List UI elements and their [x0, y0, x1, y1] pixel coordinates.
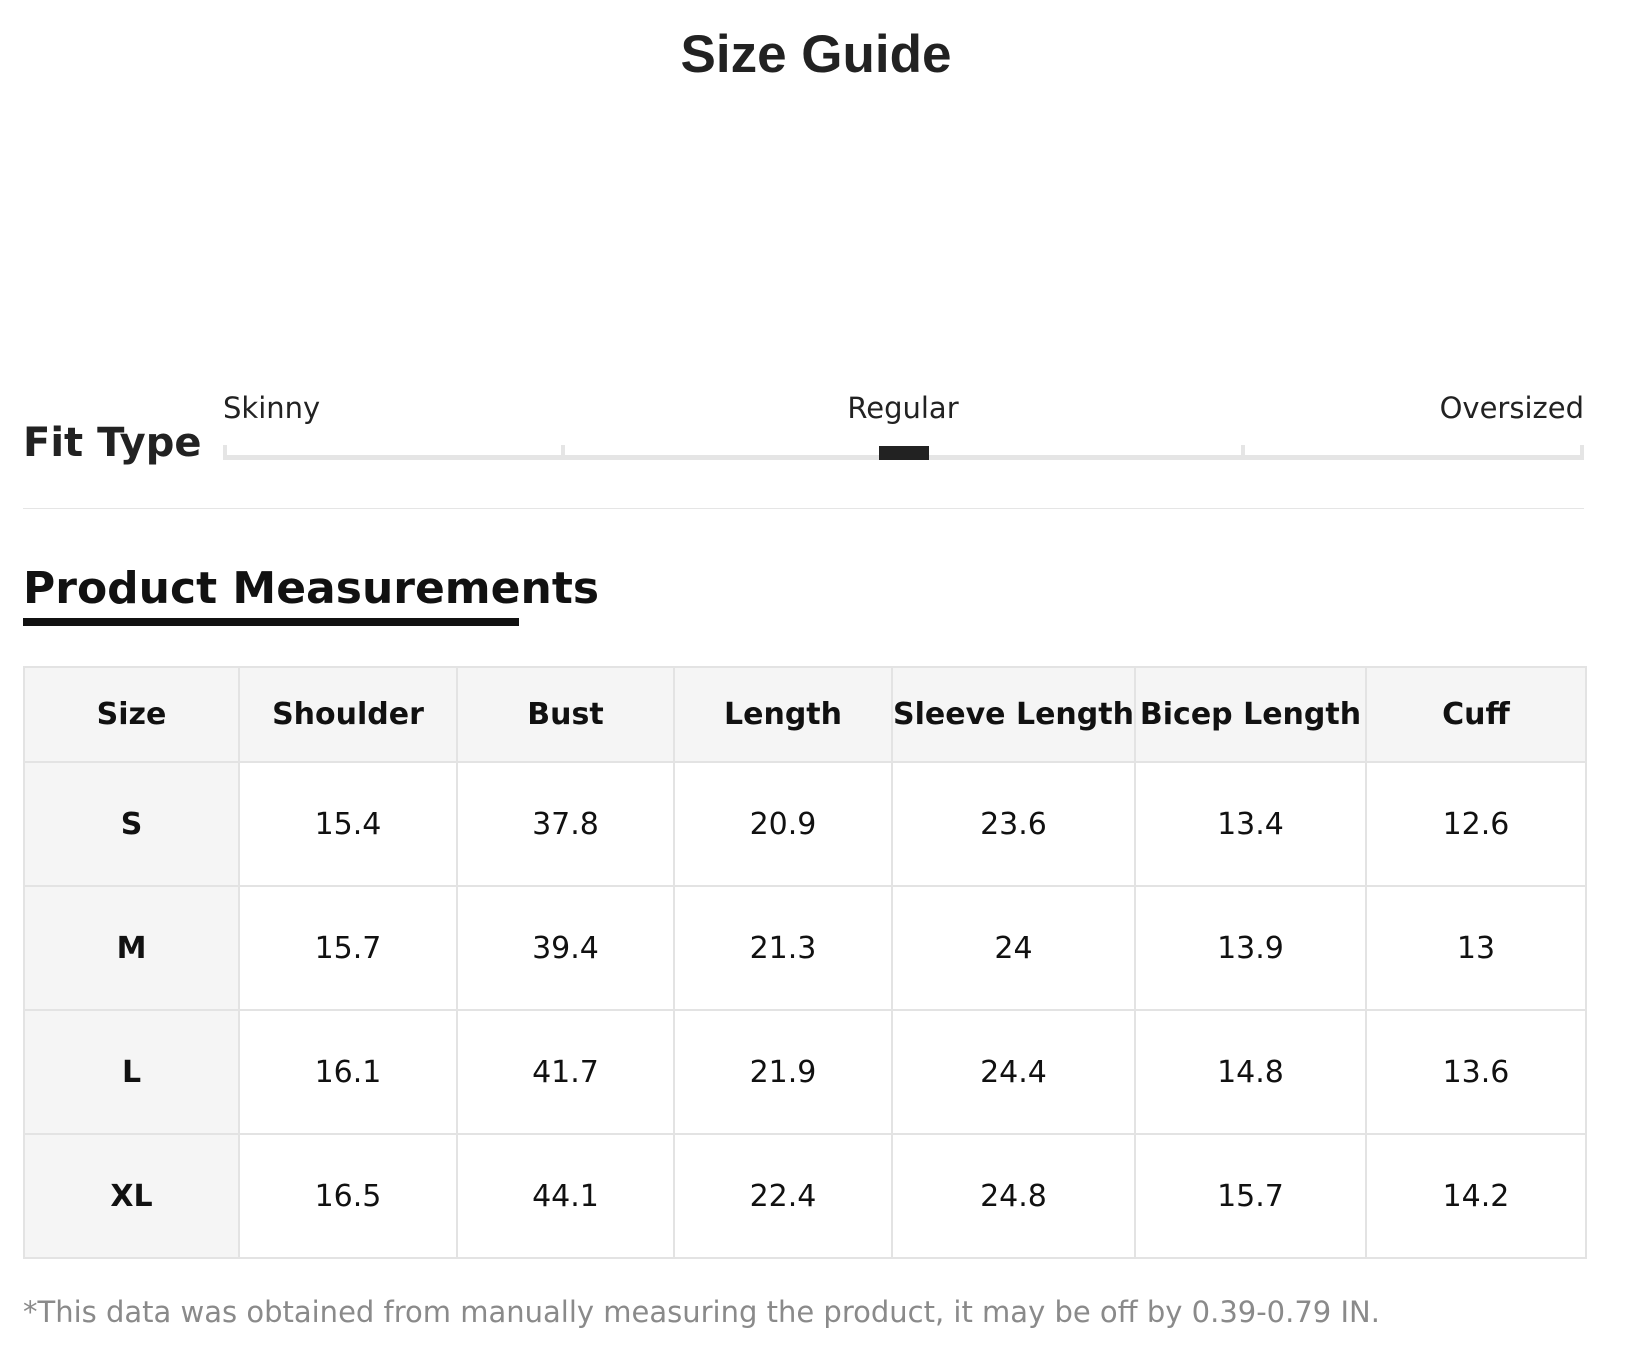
- length-cell: 21.3: [674, 886, 892, 1010]
- column-header-bicep-length: Bicep Length: [1135, 667, 1366, 762]
- fit-type-label: Fit Type: [23, 420, 202, 466]
- sleeve-length-cell: 24.4: [892, 1010, 1135, 1134]
- table-row: [24, 1010, 1586, 1134]
- size-cell: XL: [24, 1134, 239, 1258]
- measurements-title-underline: [23, 618, 519, 626]
- bicep-length-cell: 13.9: [1135, 886, 1366, 1010]
- shoulder-cell: 16.5: [239, 1134, 457, 1258]
- length-cell: 21.9: [674, 1010, 892, 1134]
- sleeve-length-cell: 24.8: [892, 1134, 1135, 1258]
- sleeve-length-cell: 23.6: [892, 762, 1135, 886]
- shoulder-cell: 16.1: [239, 1010, 457, 1134]
- fit-scale-tick: [223, 445, 227, 460]
- cuff-cell: 12.6: [1366, 762, 1586, 886]
- fit-scale-label-skinny: Skinny: [223, 391, 321, 425]
- table-header-row: [24, 667, 1586, 762]
- measurements-table: [23, 666, 1587, 1259]
- table-row: [24, 762, 1586, 886]
- length-cell: 20.9: [674, 762, 892, 886]
- bicep-length-cell: 14.8: [1135, 1010, 1366, 1134]
- measurements-title: Product Measurements: [23, 563, 600, 614]
- fit-scale-label-regular: Regular: [847, 391, 959, 425]
- fit-scale-label-oversized: Oversized: [1439, 391, 1584, 425]
- shoulder-cell: 15.7: [239, 886, 457, 1010]
- measurement-disclaimer: *This data was obtained from manually measuring the product, it may be off by 0.39-0.79 IN.: [23, 1295, 1380, 1329]
- column-header-shoulder: Shoulder: [239, 667, 457, 762]
- table-row: [24, 1134, 1586, 1258]
- fit-scale-tick: [1580, 445, 1584, 460]
- size-cell: M: [24, 886, 239, 1010]
- bicep-length-cell: 15.7: [1135, 1134, 1366, 1258]
- column-header-length: Length: [674, 667, 892, 762]
- section-divider: [23, 508, 1584, 509]
- bust-cell: 44.1: [457, 1134, 674, 1258]
- column-header-bust: Bust: [457, 667, 674, 762]
- fit-scale-marker: [879, 446, 929, 460]
- bust-cell: 37.8: [457, 762, 674, 886]
- cuff-cell: 13.6: [1366, 1010, 1586, 1134]
- fit-scale-tick: [1241, 445, 1245, 460]
- shoulder-cell: 15.4: [239, 762, 457, 886]
- column-header-cuff: Cuff: [1366, 667, 1586, 762]
- size-cell: S: [24, 762, 239, 886]
- bicep-length-cell: 13.4: [1135, 762, 1366, 886]
- column-header-sleeve-length: Sleeve Length: [892, 667, 1135, 762]
- bust-cell: 39.4: [457, 886, 674, 1010]
- length-cell: 22.4: [674, 1134, 892, 1258]
- fit-scale-tick: [561, 445, 565, 460]
- size-cell: L: [24, 1010, 239, 1134]
- table-row: [24, 886, 1586, 1010]
- cuff-cell: 14.2: [1366, 1134, 1586, 1258]
- sleeve-length-cell: 24: [892, 886, 1135, 1010]
- cuff-cell: 13: [1366, 886, 1586, 1010]
- fit-scale-track: [223, 455, 1584, 460]
- column-header-size: Size: [24, 667, 239, 762]
- page-title: Size Guide: [680, 25, 952, 84]
- bust-cell: 41.7: [457, 1010, 674, 1134]
